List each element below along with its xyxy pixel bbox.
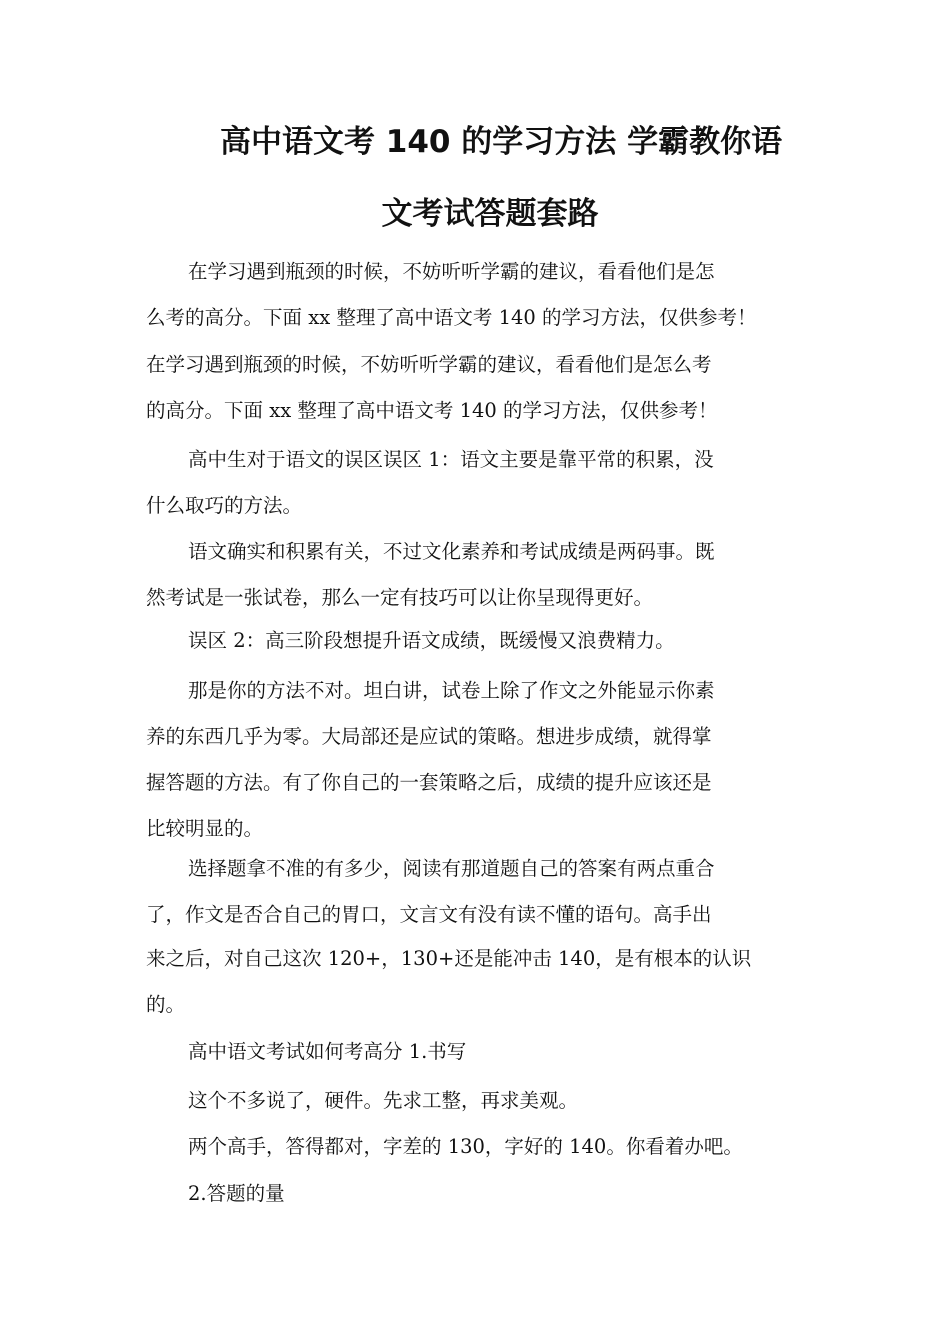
document-title-line-2: 文考试答题套路 bbox=[381, 196, 599, 232]
document-title-line-1: 高中语文考 140 的学习方法 学霸教你语 bbox=[220, 124, 783, 160]
paragraph-line: 选择题拿不准的有多少，阅读有那道题自己的答案有两点重合 bbox=[188, 857, 715, 880]
paragraph-line: 握答题的方法。有了你自己的一套策略之后，成绩的提升应该还是 bbox=[146, 771, 712, 794]
paragraph-line: 来之后，对自己这次 120+，130+还是能冲击 140，是有根本的认识 bbox=[146, 947, 752, 970]
section-heading: 高中语文考试如何考高分 1.书写 bbox=[188, 1040, 467, 1063]
paragraph-line: 语文确实和积累有关，不过文化素养和考试成绩是两码事。既 bbox=[188, 540, 715, 563]
paragraph-line: 然考试是一张试卷，那么一定有技巧可以让你呈现得更好。 bbox=[146, 586, 654, 609]
section-heading: 2.答题的量 bbox=[188, 1182, 285, 1205]
paragraph-line: 了，作文是否合自己的胃口，文言文有没有读不懂的语句。高手出 bbox=[146, 903, 712, 926]
paragraph-line: 误区 2：高三阶段想提升语文成绩，既缓慢又浪费精力。 bbox=[188, 629, 675, 652]
paragraph-line: 在学习遇到瓶颈的时候，不妨听听学霸的建议，看看他们是怎么考 bbox=[146, 353, 712, 376]
paragraph-line: 高中生对于语文的误区误区 1：语文主要是靠平常的积累，没 bbox=[188, 448, 714, 471]
paragraph-line: 的高分。下面 xx 整理了高中语文考 140 的学习方法，仅供参考！ bbox=[146, 399, 718, 422]
paragraph-line: 那是你的方法不对。坦白讲，试卷上除了作文之外能显示你素 bbox=[188, 679, 715, 702]
paragraph-line: 这个不多说了，硬件。先求工整，再求美观。 bbox=[188, 1089, 579, 1112]
paragraph-line: 什么取巧的方法。 bbox=[146, 494, 303, 517]
paragraph-line: 两个高手，答得都对，字差的 130，字好的 140。你看着办吧。 bbox=[188, 1135, 743, 1158]
paragraph-line: 么考的高分。下面 xx 整理了高中语文考 140 的学习方法，仅供参考！ bbox=[146, 306, 757, 329]
paragraph-line: 在学习遇到瓶颈的时候，不妨听听学霸的建议，看看他们是怎 bbox=[188, 260, 715, 283]
paragraph-line: 养的东西几乎为零。大局部还是应试的策略。想进步成绩，就得掌 bbox=[146, 725, 712, 748]
paragraph-line: 比较明显的。 bbox=[146, 817, 264, 840]
paragraph-line: 的。 bbox=[146, 993, 186, 1016]
